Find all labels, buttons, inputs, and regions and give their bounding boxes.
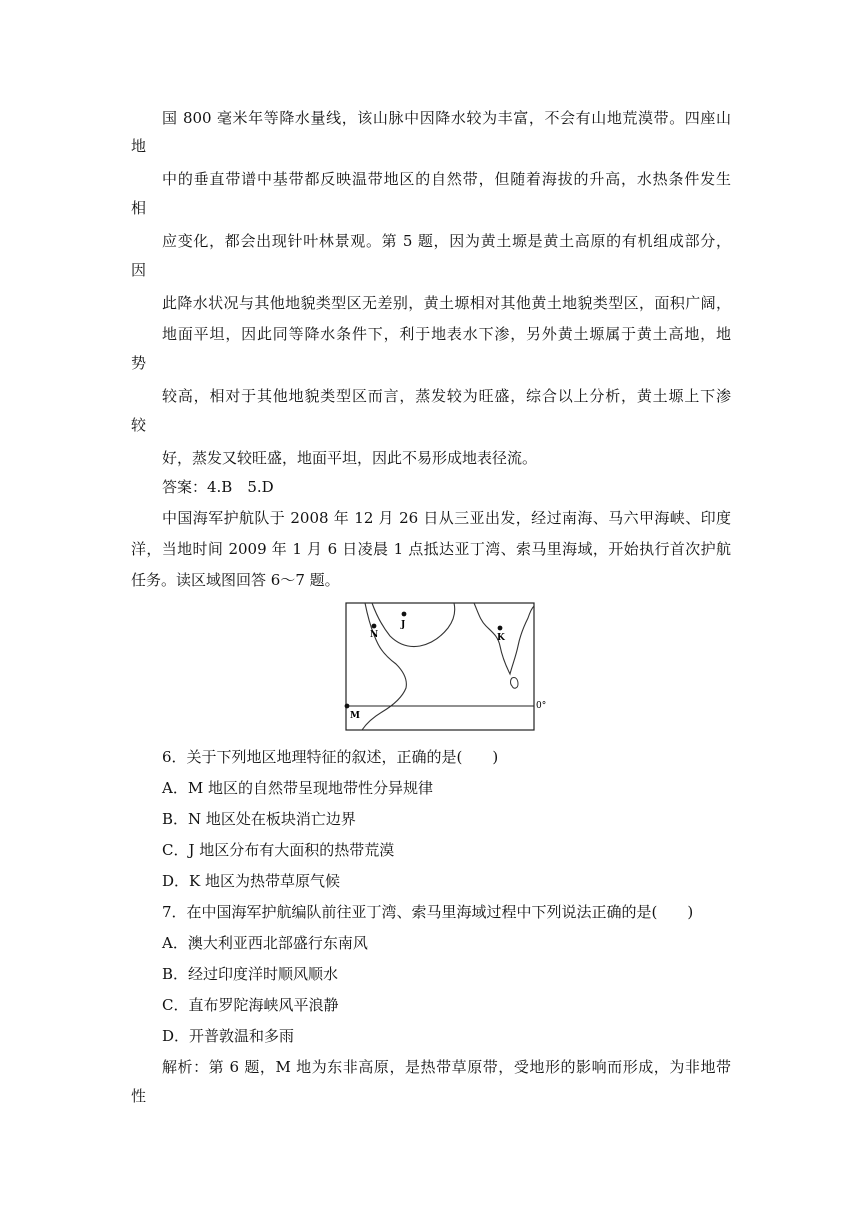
map-frame xyxy=(346,603,534,730)
point-j-marker xyxy=(402,612,407,617)
analysis-line-1: 解析：第 6 题，M 地为东非高原，是热带草原带，受地形的影响而形成，为非地带 xyxy=(162,1058,731,1076)
explanation-line-3-wrap: 因 xyxy=(131,261,147,279)
region-map-svg xyxy=(342,600,552,734)
q7-option-d: D．开普敦温和多雨 xyxy=(162,1027,295,1045)
point-n-marker xyxy=(372,624,377,629)
point-k-marker xyxy=(498,626,503,631)
explanation-line-6-wrap: 较 xyxy=(131,416,147,434)
explanation-line-6: 较高，相对于其他地貌类型区而言，蒸发较为旺盛，综合以上分析，黄土塬上下渗 xyxy=(162,387,731,405)
q7-option-b: B．经过印度洋时顺风顺水 xyxy=(162,965,339,983)
explanation-line-5-wrap: 势 xyxy=(131,354,147,372)
q7-option-c: C．直布罗陀海峡风平浪静 xyxy=(162,996,339,1014)
explanation-line-1: 国 800 毫米年等降水量线，该山脉中因降水较为丰富，不会有山地荒漠带。四座山 xyxy=(162,109,731,127)
explanation-line-2: 中的垂直带谱中基带都反映温带地区的自然带，但随着海拔的升高，水热条件发生 xyxy=(162,170,731,188)
region-map xyxy=(342,600,552,734)
explanation-line-7: 好，蒸发又较旺盛，地面平坦，因此不易形成地表径流。 xyxy=(162,449,538,467)
q6-option-d: D．K 地区为热带草原气候 xyxy=(162,872,341,890)
point-k-label: K xyxy=(497,633,505,643)
explanation-line-1-wrap: 地 xyxy=(131,137,147,155)
q7-stem: 7．在中国海军护航编队前往亚丁湾、索马里海域过程中下列说法正确的是( ) xyxy=(162,903,694,921)
q6-option-c: C．J 地区分布有大面积的热带荒漠 xyxy=(162,841,395,859)
explanation-line-4: 此降水状况与其他地貌类型区无差别，黄土塬相对其他黄土地貌类型区，面积广阔， xyxy=(162,294,731,312)
intro-line-3: 任务。读区域图回答 6～7 题。 xyxy=(131,571,340,589)
explanation-line-2-wrap: 相 xyxy=(131,199,147,217)
intro-line-1: 中国海军护航队于 2008 年 12 月 26 日从三亚出发，经过南海、马六甲海峡、印度 xyxy=(162,509,731,527)
q6-option-a: A．M 地区的自然带呈现地带性分异规律 xyxy=(162,779,433,797)
q6-stem: 6．关于下列地区地理特征的叙述，正确的是( ) xyxy=(162,748,499,766)
answer-line: 答案：4.B 5.D xyxy=(162,478,274,496)
point-m-marker xyxy=(345,704,350,709)
analysis-line-1-wrap: 性 xyxy=(131,1087,147,1105)
explanation-line-3: 应变化，都会出现针叶林景观。第 5 题，因为黄土塬是黄土高原的有机组成部分， xyxy=(162,232,731,250)
q7-option-a: A．澳大利亚西北部盛行东南风 xyxy=(162,934,368,952)
equator-label: 0° xyxy=(536,701,547,711)
point-n-label: N xyxy=(370,630,379,640)
point-m-label: M xyxy=(350,711,360,721)
q6-option-b: B．N 地区处在板块消亡边界 xyxy=(162,810,356,828)
intro-line-2: 洋，当地时间 2009 年 1 月 6 日凌晨 1 点抵达亚丁湾、索马里海域，开始执行首次护航 xyxy=(131,540,731,558)
explanation-line-5: 地面平坦，因此同等降水条件下，利于地表水下渗，另外黄土塬属于黄土高地，地 xyxy=(162,325,731,343)
point-j-label: J xyxy=(401,620,406,630)
